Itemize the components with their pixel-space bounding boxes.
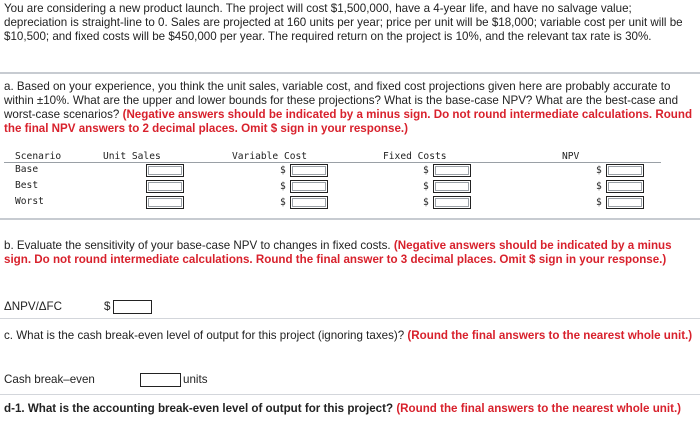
part-c-text: c. What is the cash break-even level of output for this project (ignoring taxes)?: [4, 329, 405, 342]
worst-fixed-costs-currency: $: [423, 197, 429, 208]
section-divider: [0, 394, 700, 395]
part-b-question: [4, 239, 696, 267]
part-a-question: [4, 80, 696, 136]
best-variable-cost-currency: $: [280, 181, 286, 192]
worst-variable-cost-currency: $: [280, 197, 286, 208]
part-a-text: a. Based on your experience, you think the unit sales, variable cost, and fixed cost projections given here are probably accurate to within ±10%. What are the upper and lower bounds for these projections? What is the base-case NPV? What are the best-case and worst-case scenarios?: [4, 80, 679, 121]
row-label-worst: Worst: [15, 196, 44, 207]
row-label-base: Base: [15, 164, 39, 175]
cash-break-even-label: Cash break–even: [4, 373, 95, 386]
base-unit-sales-input[interactable]: [146, 164, 184, 177]
delta-npv-label: ΔNPV/ΔFC: [4, 300, 63, 313]
base-fixed-costs-currency: $: [423, 165, 429, 176]
part-d1-text: d-1. What is the accounting break-even level of output for this project?: [4, 402, 394, 415]
header-npv: NPV: [562, 151, 580, 162]
row-label-best: Best: [15, 180, 39, 191]
header-underline: [4, 162, 661, 163]
cash-break-even-unit: units: [183, 373, 208, 386]
part-b-instruction: (Negative answers should be indicated by a minus sign. Do not round intermediate calculations. Round the final answer to 3 decimal places. Omit $ sign in your response.): [4, 239, 672, 266]
part-a-instruction: (Negative answers should be indicated by a minus sign. Do not round intermediate calculations. Round the final NPV answers to 2 decimal places. Omit $ sign in your response.): [4, 108, 693, 135]
section-divider: [0, 318, 700, 319]
base-variable-cost-currency: $: [280, 165, 286, 176]
part-d1-question: [4, 402, 696, 416]
best-fixed-costs-input[interactable]: [433, 180, 471, 193]
part-d1-instruction: (Round the final answers to the nearest whole unit.): [396, 402, 682, 415]
worst-fixed-costs-input[interactable]: [433, 196, 471, 209]
best-npv-input[interactable]: [606, 180, 644, 193]
worst-unit-sales-input[interactable]: [146, 196, 184, 209]
cash-break-even-input[interactable]: [140, 373, 181, 387]
scenario-table: [4, 149, 661, 211]
base-npv-input[interactable]: [606, 164, 644, 177]
best-unit-sales-input[interactable]: [146, 180, 184, 193]
base-variable-cost-input[interactable]: [290, 164, 328, 177]
worst-npv-input[interactable]: [606, 196, 644, 209]
best-npv-currency: $: [596, 181, 602, 192]
section-divider: [0, 218, 700, 220]
best-variable-cost-input[interactable]: [290, 180, 328, 193]
part-c-instruction: (Round the final answers to the nearest whole unit.): [407, 329, 693, 342]
part-b-text: b. Evaluate the sensitivity of your base-case NPV to changes in fixed costs.: [4, 239, 391, 252]
worst-variable-cost-input[interactable]: [290, 196, 328, 209]
best-fixed-costs-currency: $: [423, 181, 429, 192]
header-unit-sales: Unit Sales: [103, 151, 161, 162]
header-variable-cost: Variable Cost: [232, 151, 308, 162]
base-fixed-costs-input[interactable]: [433, 164, 471, 177]
intro-paragraph: You are considering a new product launch. The project will cost $1,500,000, have a 4-year life, and have no salvage value; depreciation is straight-line to 0. Sales are projected at 160 units per year; price per unit will be $18,000; variable cost per unit will be $10,500; and fixed costs will be $450,000 per year. The required return on the project is 10%, and the relevant tax rate is 30%.: [4, 2, 683, 43]
part-c-question: [4, 329, 696, 343]
section-divider: [0, 72, 700, 74]
base-npv-currency: $: [596, 165, 602, 176]
worst-npv-currency: $: [596, 197, 602, 208]
delta-npv-currency: $: [104, 300, 111, 313]
header-fixed-costs: Fixed Costs: [383, 151, 447, 162]
header-scenario: Scenario: [15, 151, 62, 162]
delta-npv-input[interactable]: [113, 300, 152, 314]
